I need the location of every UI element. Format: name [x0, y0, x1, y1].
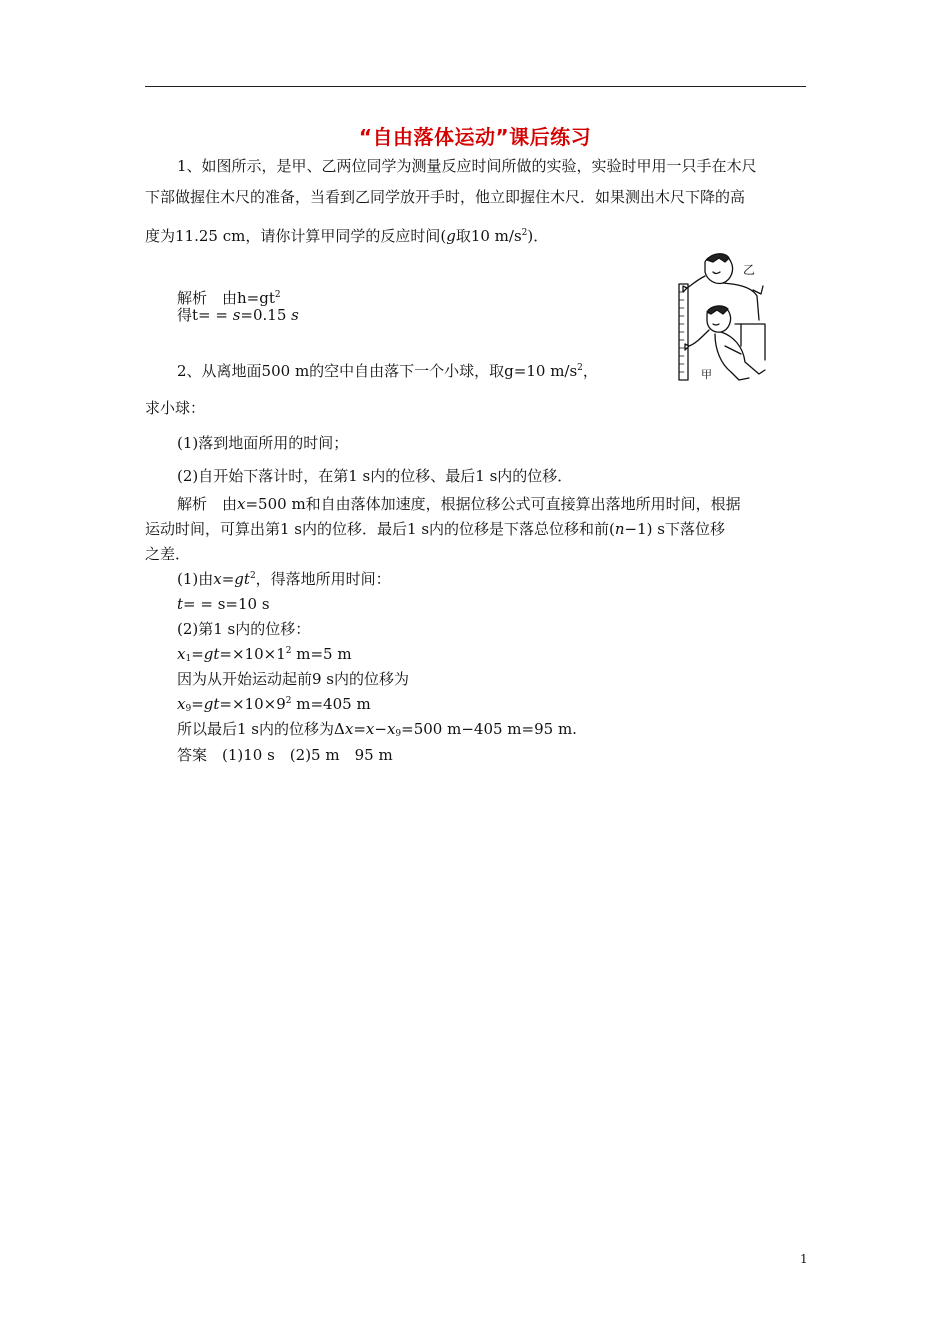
q2-analysis-line-3: 之差．	[145, 545, 191, 563]
q2-step-1: (1)由$x=gt^2$，得落地所用时间：	[177, 570, 391, 588]
q2-step-7: 所以最后1 s内的位移为$\Delta x=x-x_9=500$ m−405 m=95 m.	[177, 720, 577, 739]
q2-part-2: (2)自开始下落计时，在第1 s内的位移、最后1 s内的位移．	[177, 467, 573, 485]
q2-line-2: 求小球：	[145, 399, 206, 417]
q2-analysis-line-1: 解析 由x=500 m和自由落体加速度，根据位移公式可直接算出落地所用时间，根据	[177, 495, 741, 513]
q1-line-2: 下部做握住木尺的准备，当看到乙同学放开手时，他立即握住木尺．如果测出木尺下降的高	[145, 188, 746, 206]
reaction-time-illustration	[665, 250, 775, 388]
q2-answer: 答案 (1)10 s (2)5 m 95 m	[177, 746, 393, 764]
q2-step-6: $x_9=gt=\times 10\times 9^2$ m=405 m	[177, 695, 371, 714]
q1-line-1: 1、如图所示，是甲、乙两位同学为测量反应时间所做的实验，实验时甲用一只手在木尺	[177, 157, 757, 175]
figure-label-yi: 乙	[743, 263, 756, 277]
q2-step-5: 因为从开始运动起前9 s内的位移为	[177, 670, 410, 688]
q2-step-2: t= = s=10 s	[177, 595, 270, 613]
q2-part-1: (1)落到地面所用的时间；	[177, 434, 349, 452]
page-number: 1	[800, 1252, 808, 1266]
q2-step-3: (2)第1 s内的位移：	[177, 620, 311, 638]
q1-line-3: 度为11.25 cm，请你计算甲同学的反应时间(g取10 $m/s^2$)．	[145, 227, 549, 245]
header-rule	[145, 86, 806, 87]
q1-solution-line-1: 解析 由$h=gt^2$	[177, 289, 281, 307]
q1-solution-line-2: 得t= = s=0.15 s	[177, 306, 299, 324]
q2-step-4: $x_1=gt=\times 10\times 1^2$ m=5 m	[177, 645, 352, 664]
q2-line-1: 2、从离地面500 m的空中自由落下一个小球，取g=10 $m/s^2$，	[177, 362, 598, 380]
figure-label-jia: 甲	[701, 368, 712, 381]
document-title: “自由落体运动”课后练习	[358, 125, 592, 149]
q2-analysis-line-2: 运动时间，可算出第1 s内的位移．最后1 s内的位移是下落总位移和前(n−1) s下落位移	[145, 520, 725, 538]
